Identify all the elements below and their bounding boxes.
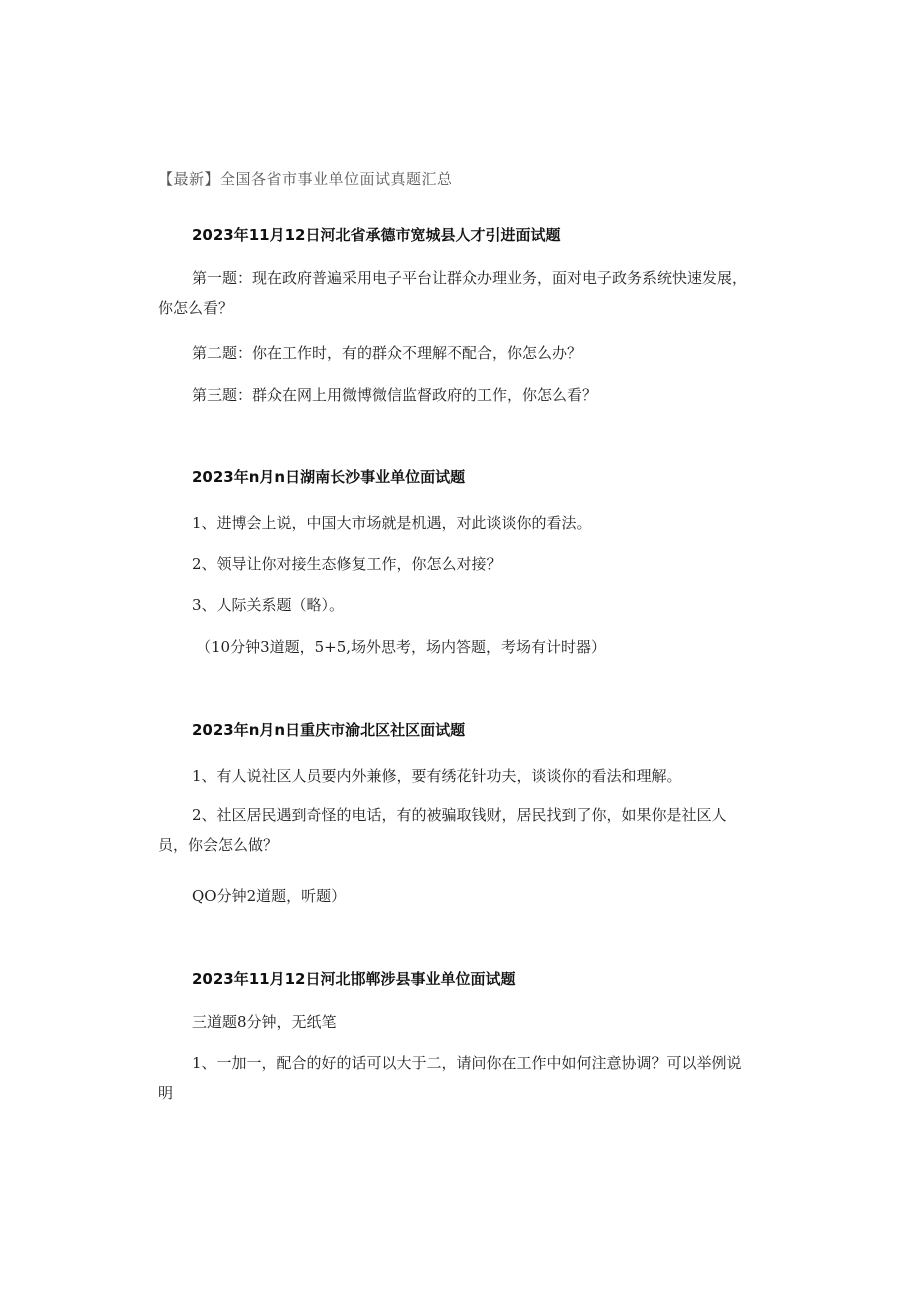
question-line: 3、人际关系题（略）。 (192, 596, 345, 614)
exam-note: QO分钟2道题，听题） (192, 887, 347, 905)
exam-note: 三道题8分钟，无纸笔 (192, 1013, 337, 1031)
exam-note: （10分钟3道题，5+5,场外思考，场内答题，考场有计时器） (196, 638, 607, 656)
question-line: 2、领导让你对接生态修复工作，你怎么对接？ (192, 555, 502, 573)
question-line: 1、有人说社区人员要内外兼修，要有绣花针功夫，谈谈你的看法和理解。 (192, 767, 682, 785)
question-line: 第二题：你在工作时，有的群众不理解不配合，你怎么办？ (192, 344, 583, 362)
question-paragraph: 2、社区居民遇到奇怪的电话，有的被骗取钱财，居民找到了你，如果你是社区人员，你会怎么做？ (158, 806, 727, 854)
question-paragraph: 1、一加一，配合的好的话可以大于二，请问你在工作中如何注意协调？可以举例说明 (158, 1054, 742, 1102)
section-heading-chongqing: 2023年n月n日重庆市渝北区社区面试题 (192, 721, 466, 739)
document-title: 【最新】全国各省市事业单位面试真题汇总 (158, 170, 453, 188)
section-heading-handan: 2023年11月12日河北邯郸涉县事业单位面试题 (192, 970, 516, 988)
question-line: 第三题：群众在网上用微博微信监督政府的工作，你怎么看？ (192, 386, 598, 404)
section-heading-chengde: 2023年11月12日河北省承德市宽城县人才引进面试题 (192, 226, 561, 244)
section-heading-changsha: 2023年n月n日湖南长沙事业单位面试题 (192, 468, 466, 486)
question-line: 1、进博会上说，中国大市场就是机遇，对此谈谈你的看法。 (192, 514, 592, 532)
question-paragraph: 第一题：现在政府普遍采用电子平台让群众办理业务，面对电子政务系统快速发展，你怎么看？ (158, 269, 748, 317)
